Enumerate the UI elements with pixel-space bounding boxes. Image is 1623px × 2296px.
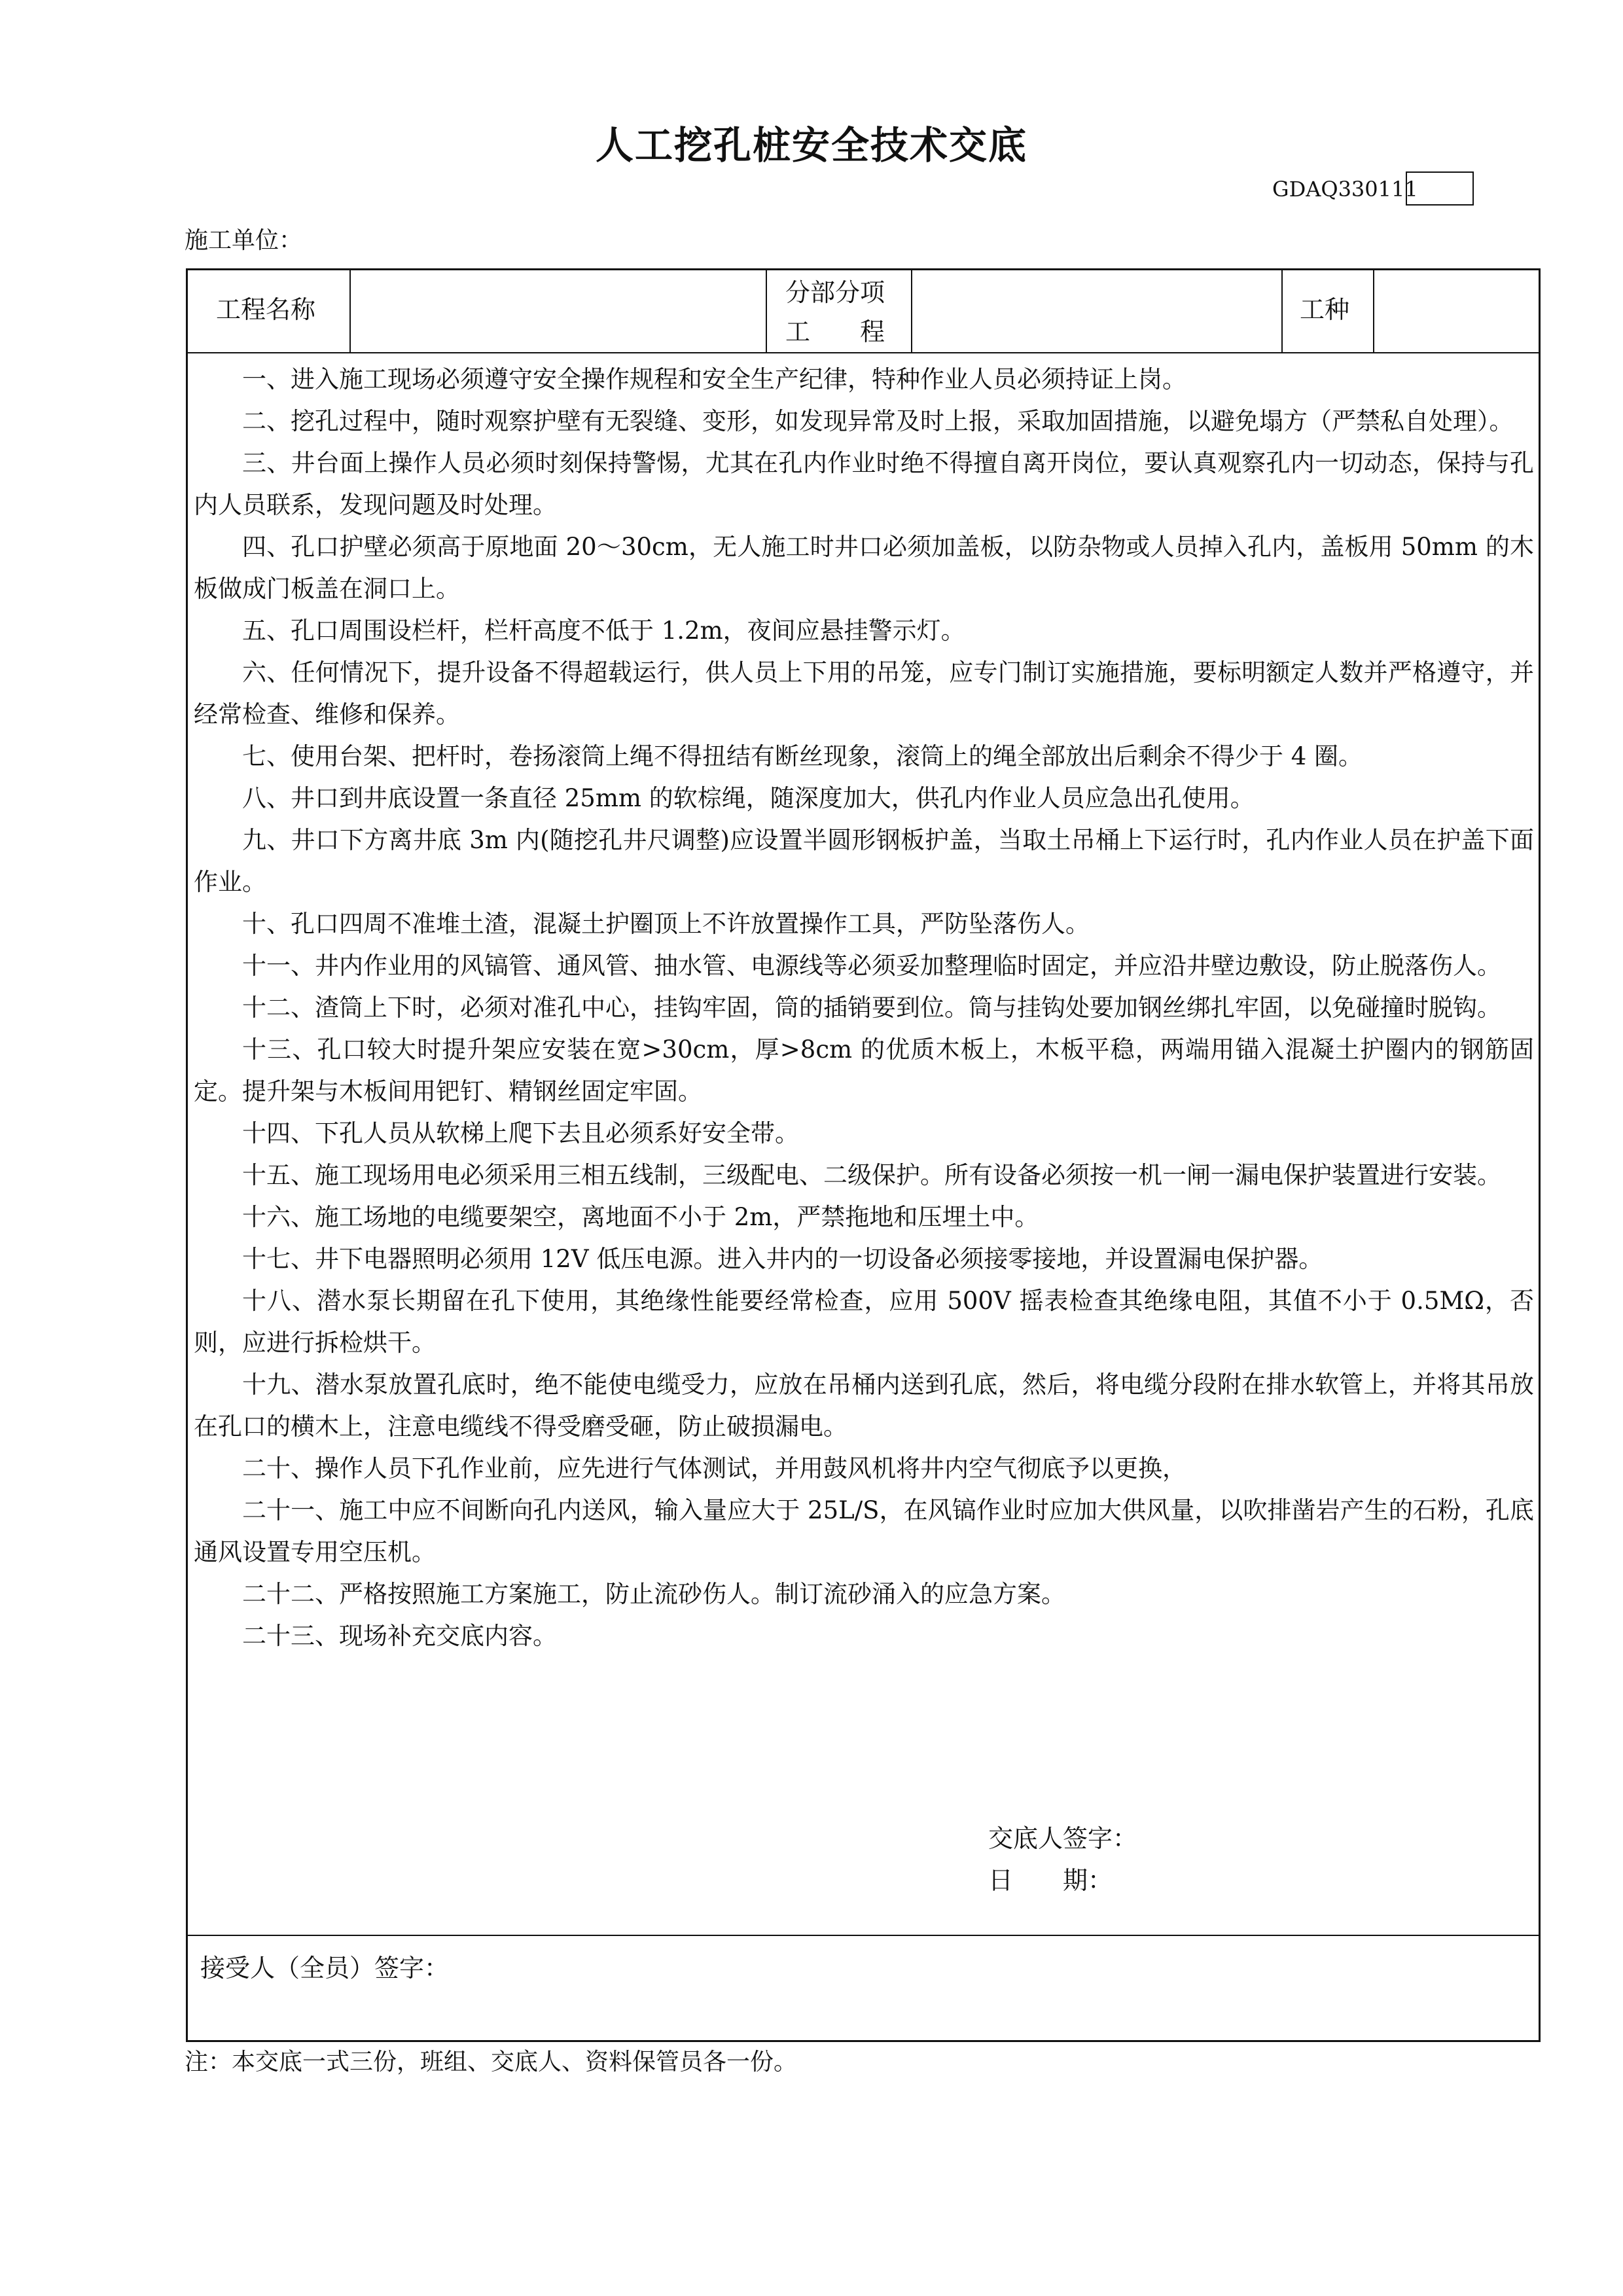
document-title: 人工挖孔桩安全技术交底 <box>595 123 1027 168</box>
clause-item: 十五、施工现场用电必须采用三相五线制，三级配电、二级保护。所有设备必须按一机一闸一漏电保护装置进行安装。 <box>242 1161 1501 1189</box>
clause-item: 一、进入施工现场必须遵守安全操作规程和安全生产纪律，特种作业人员必须持证上岗。 <box>242 365 1186 393</box>
clause-item: 十九、潜水泵放置孔底时，绝不能使电缆受力，应放在吊桶内送到孔底，然后，将电缆分段附在排水软管上，并将其吊放在孔口的横木上，注意电缆线不得受磨受砸，防止破损漏电。 <box>194 1371 1534 1441</box>
document-code: GDAQ330111 <box>1272 177 1418 202</box>
clause-item: 十七、井下电器照明必须用 12V 低压电源。进入井内的一切设备必须接零接地，并设置漏电保护器。 <box>242 1245 1323 1273</box>
header-col-divider-4 <box>1281 268 1283 353</box>
header-col-divider-3 <box>911 268 912 353</box>
clause-item: 二十、操作人员下孔作业前，应先进行气体测试，并用鼓风机将井内空气彻底予以更换， <box>242 1454 1186 1482</box>
clause-item: 二、挖孔过程中，随时观察护壁有无裂缝、变形，如发现异常及时上报，采取加固措施，以避免塌方（严禁私自处理）。 <box>242 407 1514 435</box>
clause-item: 十四、下孔人员从软梯上爬下去且必须系好安全带。 <box>242 1119 799 1147</box>
disclosure-content <box>194 359 1534 1657</box>
clause-item: 四、孔口护壁必须高于原地面 20～30cm，无人施工时井口必须加盖板，以防杂物或人员掉入孔内，盖板用 50mm 的木板做成门板盖在洞口上。 <box>194 533 1534 603</box>
discloser-signature-label: 交底人签字： <box>988 1824 1138 1853</box>
clause-item: 八、井口到井底设置一条直径 25mm 的软棕绳，随深度加大，供孔内作业人员应急出孔使用。 <box>242 784 1255 812</box>
receiver-signature-label: 接受人（全员）签字： <box>200 1954 450 1982</box>
construction-unit-label: 施工单位： <box>185 227 303 254</box>
clause-item: 九、井口下方离井底 3m 内(随挖孔井尺调整)应设置半圆形钢板护盖，当取土吊桶上下运行时，孔内作业人员在护盖下面作业。 <box>194 826 1534 896</box>
clause-item: 十二、渣筒上下时，必须对准孔中心，挂钩牢固，筒的插销要到位。筒与挂钩处要加钢丝绑扎牢固，以免碰撞时脱钩。 <box>242 994 1501 1022</box>
clause-item: 二十二、严格按照施工方案施工，防止流砂伤人。制订流砂涌入的应急方案。 <box>242 1580 1065 1608</box>
clause-item: 十八、潜水泵长期留在孔下使用，其绝缘性能要经常检查，应用 500V 摇表检查其绝缘电阻，其值不小于 0.5MΩ，否则，应进行拆检烘干。 <box>194 1287 1534 1357</box>
sub-project-label-line1: 分部分项 <box>785 278 885 307</box>
receiver-row-divider <box>186 1935 1541 1936</box>
clause-item: 十六、施工场地的电缆要架空，离地面不小于 2m，严禁拖地和压埋土中。 <box>242 1203 1039 1231</box>
header-col-divider-1 <box>349 268 351 353</box>
header-col-divider-2 <box>766 268 767 353</box>
clause-item: 五、孔口周围设栏杆，栏杆高度不低于 1.2m，夜间应悬挂警示灯。 <box>242 617 965 645</box>
trade-label: 工种 <box>1300 295 1350 324</box>
header-col-divider-5 <box>1373 268 1374 353</box>
clause-item: 十一、井内作业用的风镐管、通风管、抽水管、电源线等必须妥加整理临时固定，并应沿井壁边敷设，防止脱落伤人。 <box>242 952 1501 980</box>
clause-item: 二十三、现场补充交底内容。 <box>242 1622 557 1650</box>
clause-item: 十三、孔口较大时提升架应安装在宽>30cm，厚>8cm 的优质木板上，木板平稳，两端用锚入混凝土护圈内的钢筋固定。提升架与木板间用钯钉、精钢丝固定牢固。 <box>194 1035 1534 1105</box>
clause-item: 六、任何情况下，提升设备不得超载运行，供人员上下用的吊笼，应专门制订实施措施，要标明额定人数并严格遵守，并经常检查、维修和保养。 <box>194 658 1534 728</box>
clause-item: 二十一、施工中应不间断向孔内送风，输入量应大于 25L/S，在风镐作业时应加大供风量，以吹排凿岩产生的石粉，孔底通风设置专用空压机。 <box>194 1496 1534 1566</box>
sub-project-label-line2: 工 程 <box>785 317 885 346</box>
footnote: 注：本交底一式三份，班组、交底人、资料保管员各一份。 <box>185 2049 798 2075</box>
disclosure-date-label: 日 期： <box>988 1866 1113 1895</box>
document-code-box[interactable] <box>1406 171 1474 206</box>
clause-item: 三、井台面上操作人员必须时刻保持警惕，尤其在孔内作业时绝不得擅自离开岗位，要认真观察孔内一切动态，保持与孔内人员联系，发现问题及时处理。 <box>194 449 1534 519</box>
clause-item: 七、使用台架、把杆时，卷扬滚筒上绳不得扭结有断丝现象，滚筒上的绳全部放出后剩余不得少于 4 圈。 <box>242 742 1363 770</box>
header-row-divider <box>186 352 1541 353</box>
clause-item: 十、孔口四周不准堆土渣，混凝土护圈顶上不许放置操作工具，严防坠落伤人。 <box>242 910 1090 938</box>
project-name-label: 工程名称 <box>216 295 316 324</box>
